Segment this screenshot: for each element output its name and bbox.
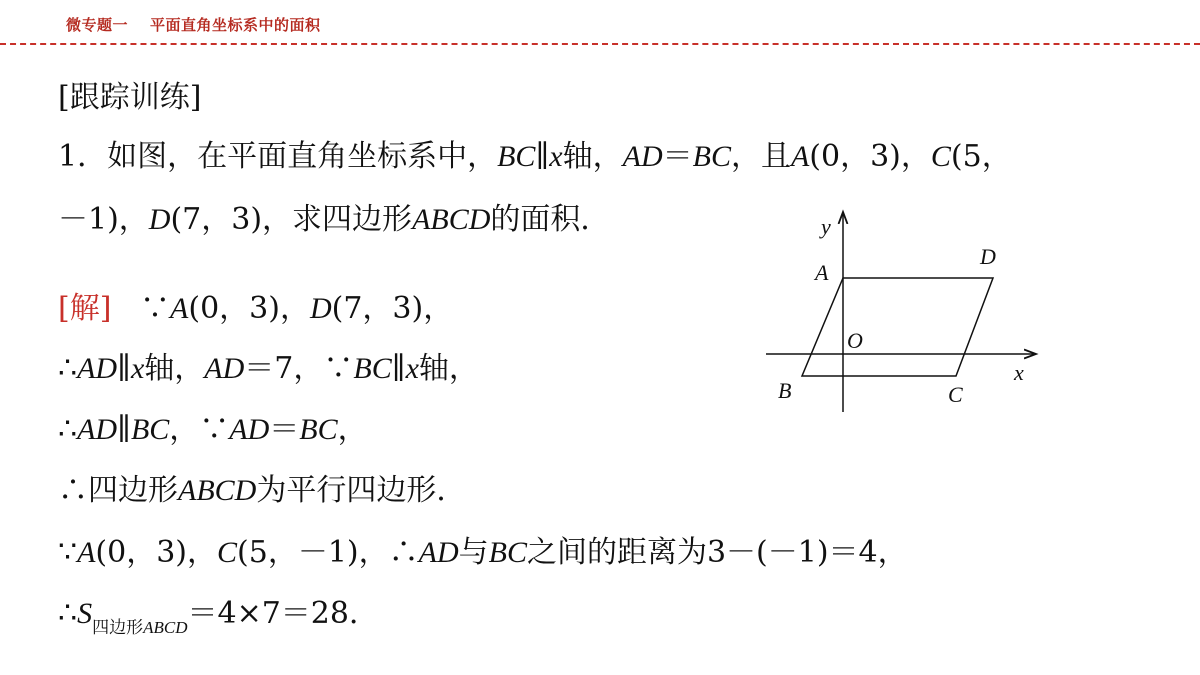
var-c: C xyxy=(930,140,951,173)
solution-text: (7，3)， xyxy=(331,291,454,326)
solution-var: C xyxy=(217,536,238,569)
solution-var: x xyxy=(130,352,145,385)
problem-text: ＝ xyxy=(662,139,693,174)
problem-text: 轴， xyxy=(562,139,623,174)
solution-var: AD xyxy=(418,536,459,569)
solution-var: AD xyxy=(77,413,118,446)
header-title: 平面直角坐标系中的面积 xyxy=(150,16,321,34)
var-bc: BC xyxy=(692,140,731,173)
var-bc: BC xyxy=(497,140,536,173)
solution-line-6 xyxy=(58,594,379,638)
solution-text: ∵ xyxy=(58,535,78,570)
solution-text: 为平行四边形． xyxy=(256,473,467,508)
coordinate-figure xyxy=(758,200,1048,420)
problem-text: ，且 xyxy=(730,139,791,174)
solution-text: (0，3)， xyxy=(188,291,310,326)
solution-text: ∥ xyxy=(391,351,406,386)
solution-text: (5，－1)，∴ xyxy=(237,535,419,570)
var-a: A xyxy=(790,140,810,173)
solution-text: 之间的距离为3－(－1)＝4， xyxy=(526,535,908,570)
problem-line-1 xyxy=(58,137,1012,177)
x-axis-label: x xyxy=(1014,360,1024,385)
solution-text: ∴ xyxy=(58,351,78,386)
problem-text: (7，3)，求四边形 xyxy=(170,202,413,237)
var-x: x xyxy=(549,140,563,173)
solution-var: AD xyxy=(204,352,245,385)
problem-line-2 xyxy=(58,200,610,240)
solution-var: x xyxy=(405,352,419,385)
solution-var: BC xyxy=(299,413,338,446)
var-abcd: ABCD xyxy=(412,203,491,236)
solution-var: A xyxy=(170,292,189,325)
solution-text: (0，3)， xyxy=(95,535,218,570)
solution-text: ＝7，∵ xyxy=(244,351,354,386)
parallelogram-abcd xyxy=(802,278,993,376)
slide-header xyxy=(66,14,321,42)
origin-label: O xyxy=(847,328,863,353)
solution-text: 轴， xyxy=(418,351,479,386)
solution-text: 与 xyxy=(458,535,489,570)
y-axis-label: y xyxy=(821,214,831,239)
solution-text: ∥ xyxy=(117,351,131,386)
solution-text: ∴ xyxy=(58,596,78,631)
solution-text: ，∵ xyxy=(169,412,230,447)
problem-text: －1)， xyxy=(58,202,149,237)
solution-text: ∵ xyxy=(140,291,171,326)
subscript-text: 四边形 xyxy=(92,618,144,638)
parallel-symbol: ∥ xyxy=(535,139,550,174)
header-divider xyxy=(0,43,1200,45)
solution-text: ∴四边形 xyxy=(58,473,178,508)
solution-line-4 xyxy=(58,471,466,511)
solution-var: BC xyxy=(130,413,170,446)
solution-line-5 xyxy=(58,533,908,573)
area-symbol: S xyxy=(77,597,93,630)
solution-line-1 xyxy=(58,289,453,329)
solution-text: ， xyxy=(337,412,368,447)
solution-var: BC xyxy=(488,536,527,569)
solution-var: AD xyxy=(229,413,270,446)
problem-text: (0，3)， xyxy=(809,139,931,174)
solution-var: D xyxy=(309,292,332,325)
subscript-var: ABCD xyxy=(143,618,188,637)
solution-text: ＝ xyxy=(269,412,300,447)
solution-var: A xyxy=(77,536,96,569)
solution-label: [解] xyxy=(58,291,112,326)
point-a-label: A xyxy=(815,260,829,285)
solution-text: ＝4×7＝28． xyxy=(187,596,379,631)
solution-text: ∥ xyxy=(117,412,131,447)
solution-var: ABCD xyxy=(178,474,257,507)
point-d-label: D xyxy=(980,244,996,269)
area-subscript xyxy=(92,618,187,638)
problem-text: 的面积． xyxy=(490,202,611,237)
point-c-label: C xyxy=(948,382,963,407)
solution-line-2 xyxy=(58,349,479,389)
solution-var: BC xyxy=(353,352,392,385)
problem-text: (5， xyxy=(950,139,1012,174)
solution-var: AD xyxy=(77,352,118,385)
solution-text: ∴ xyxy=(58,412,78,447)
var-ad: AD xyxy=(622,140,663,173)
section-label: [跟踪训练] xyxy=(58,80,202,115)
solution-line-3 xyxy=(58,410,368,450)
var-d: D xyxy=(148,203,171,236)
point-b-label: B xyxy=(778,378,792,403)
header-topic: 微专题一 xyxy=(66,16,129,34)
problem-text: 1．如图，在平面直角坐标系中， xyxy=(58,139,498,174)
solution-text: 轴， xyxy=(144,351,205,386)
